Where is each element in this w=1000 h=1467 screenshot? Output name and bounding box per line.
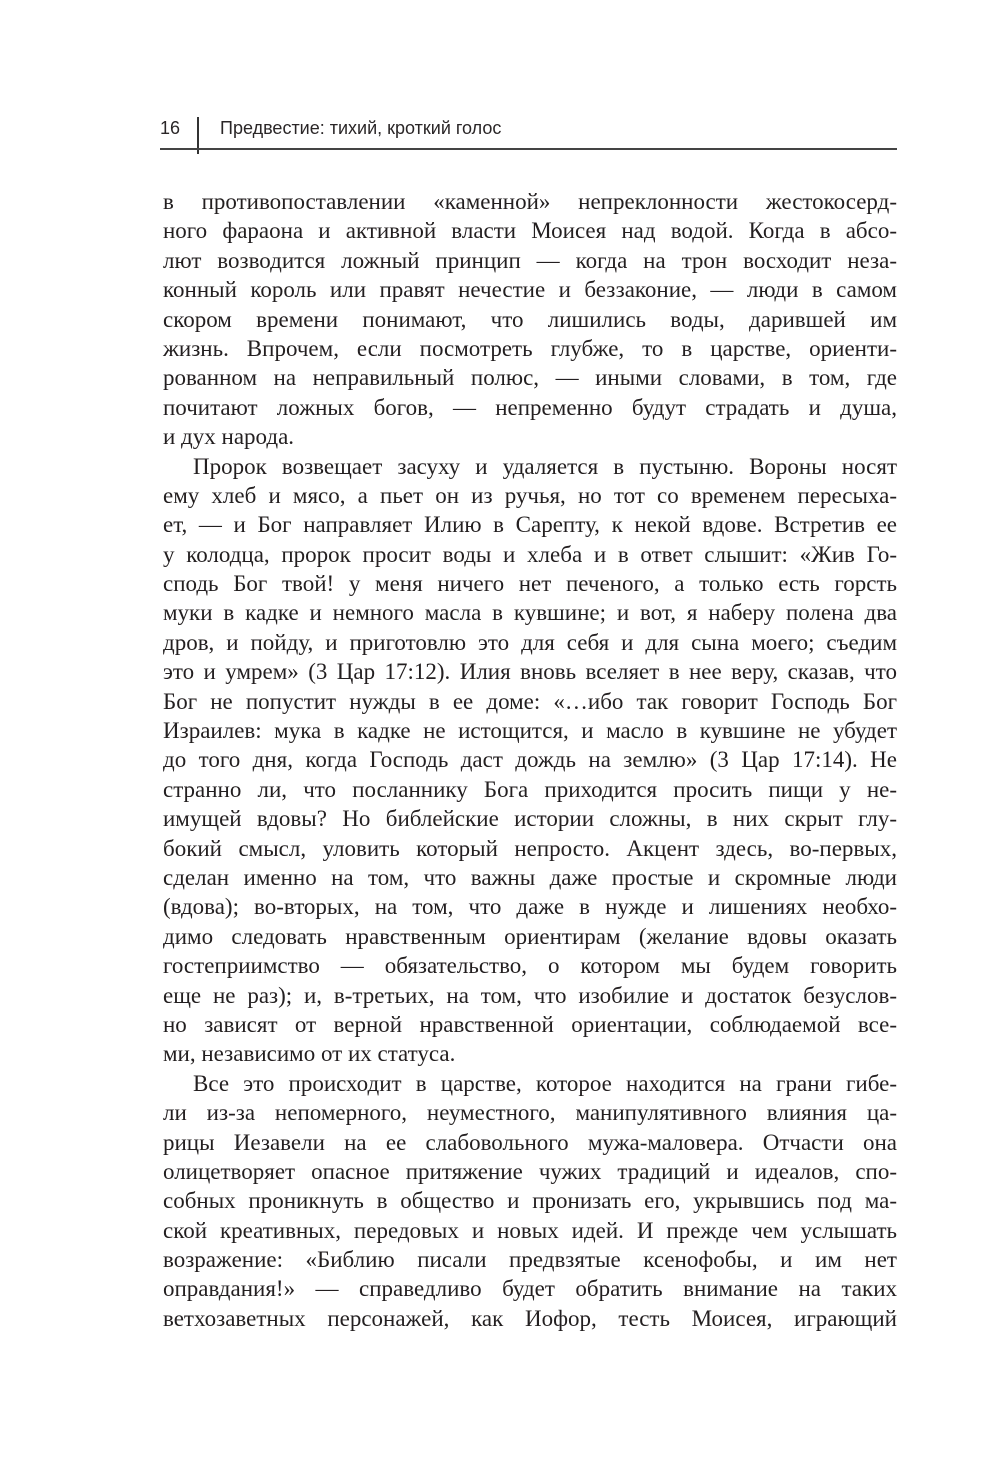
text-line: сделан именно на том, что важны даже простые и скромные люди <box>163 864 897 890</box>
header-rule <box>160 148 897 150</box>
text-line: еще не раз); и, в-третьих, на том, что изобилие и достаток безуслов- <box>163 982 897 1008</box>
paragraph <box>163 452 897 1069</box>
text-line: Бог не попустит нужды в ее доме: «…ибо так говорит Господь Бог <box>163 688 897 714</box>
text-line: и дух народа. <box>163 424 295 450</box>
text-line: дров, и пойду, и приготовлю это для себя и для сына моего; съедим <box>163 629 897 655</box>
text-line: олицетворяет опасное притяжение чужих традиций и идеалов, спо- <box>163 1158 897 1184</box>
text-line: почитают ложных богов, — непременно будут страдать и душа, <box>163 394 897 420</box>
text-line: у колодца, пророк просит воды и хлеба и в ответ слышит: «Жив Го- <box>163 541 897 567</box>
text-line: лют возводится ложный принцип — когда на трон восходит неза- <box>163 247 897 273</box>
paragraph <box>163 1069 897 1334</box>
body-text <box>163 187 897 1333</box>
text-line: имущей вдовы? Но библейские истории сложны, в них скрыт глу- <box>163 806 897 832</box>
text-line: муки в кадке и немного масла в кувшине; и вот, я наберу полена два <box>163 600 897 626</box>
text-line: рованном на неправильный полюс, — иными словами, в том, где <box>163 365 897 391</box>
text-line: возражение: «Библию писали предвзятые ксенофобы, и им нет <box>163 1247 897 1273</box>
text-line: оправдания!» — справедливо будет обратить внимание на таких <box>163 1276 897 1302</box>
text-line: (вдова); во-вторых, на том, что даже в нужде и лишениях необхо- <box>163 894 897 920</box>
text-line: ской креативных, передовых и новых идей. И прежде чем услышать <box>163 1217 897 1243</box>
text-line: Пророк возвещает засуху и удаляется в пустыню. Вороны носят <box>193 453 897 479</box>
text-line: ет, — и Бог направляет Илию в Сарепту, к некой вдове. Встретив ее <box>163 512 897 538</box>
text-line: это и умрем» (3 Цар 17:12). Илия вновь вселяет в нее веру, сказав, что <box>163 659 897 685</box>
text-line: сподь Бог твой! у меня ничего нет печеного, а только есть горсть <box>163 571 897 597</box>
running-header <box>0 0 1000 160</box>
paragraph <box>163 187 897 452</box>
text-line: ему хлеб и мясо, а пьет он из ручья, но тот со временем пересыха- <box>163 482 897 508</box>
page-number: 16 <box>160 118 181 138</box>
text-line: гостеприимство — обязательство, о котором мы будем говорить <box>163 953 897 979</box>
text-line: ли из-за непомерного, неуместного, манипулятивного влияния ца- <box>163 1100 897 1126</box>
text-line: конный король или правят нечестие и беззаконие, — люди в самом <box>163 277 897 303</box>
text-line: димо следовать нравственным ориентирам (желание вдовы оказать <box>163 923 897 949</box>
text-line: Все это происходит в царстве, которое находится на грани гибе- <box>193 1070 897 1096</box>
text-line: ветхозаветных персонажей, как Иофор, тесть Моисея, играющий <box>163 1305 897 1331</box>
text-line: ми, независимо от их статуса. <box>163 1041 456 1067</box>
text-line: скором времени понимают, что лишились воды, дарившей им <box>163 306 897 332</box>
running-title: Предвестие: тихий, кроткий голос <box>220 118 502 138</box>
text-line: Израилев: мука в кадке не истощится, и масло в кувшине не убудет <box>163 718 897 744</box>
text-line: жизнь. Впрочем, если посмотреть глубже, то в царстве, ориенти- <box>163 335 897 361</box>
text-line: до того дня, когда Господь даст дождь на землю» (3 Цар 17:14). Не <box>163 747 897 773</box>
text-line: собных проникнуть в общество и пронизать его, укрывшись под ма- <box>163 1188 897 1214</box>
text-line: странно ли, что посланнику Бога приходится просить пищи у не- <box>163 776 897 802</box>
text-line: бокий смысл, уловить который непросто. Акцент здесь, во-первых, <box>163 835 897 861</box>
text-line: в противопоставлении «каменной» непреклонности жестокосерд- <box>163 189 897 214</box>
text-line: ного фараона и активной власти Моисея над водой. Когда в абсо- <box>163 218 897 244</box>
text-line: но зависят от верной нравственной ориентации, соблюдаемой все- <box>163 1011 897 1037</box>
text-line: рицы Иезавели на ее слабовольного мужа-маловера. Отчасти она <box>163 1129 897 1155</box>
